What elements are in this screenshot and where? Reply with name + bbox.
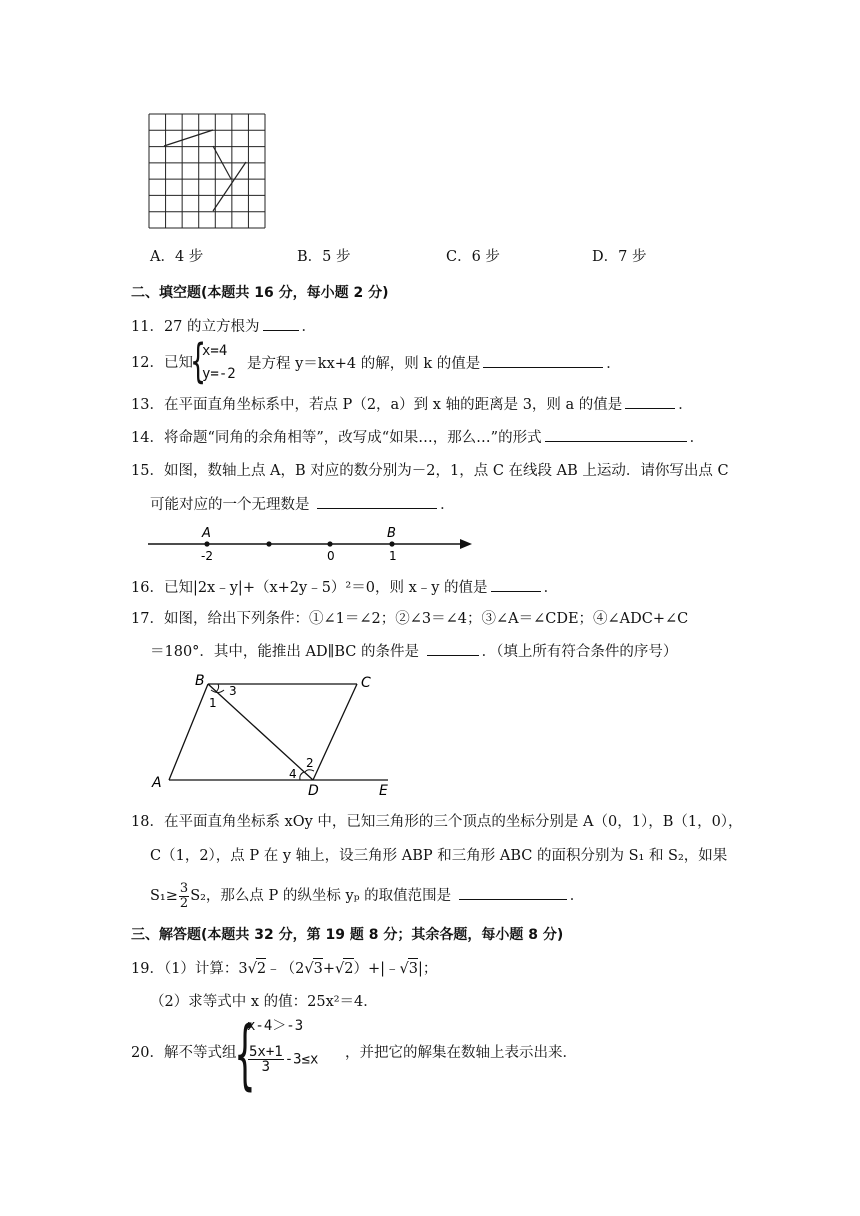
grid-figure [148,113,266,229]
angle-4-label: 4 [289,767,297,781]
q19-text: + [322,961,336,977]
q12-eq1: x=4 [202,343,228,359]
answer-blank [545,427,687,442]
q13-text: 13．在平面直角坐标系中，若点 P（2，a）到 x 轴的距离是 3，则 a 的值是 [131,397,623,413]
answer-blank [263,316,299,331]
section-2-title: 二、填空题(本题共 16 分，每小题 2 分) [131,285,389,301]
vertex-b-label: B [195,673,205,689]
fraction-3-2 [179,882,189,911]
answer-blank [625,394,675,409]
question-11 [131,316,316,337]
q12-text: 是方程 y＝kx+4 的解，则 k 的值是 [247,356,481,372]
fraction-5x1-3 [248,1045,284,1074]
q19-text: |； [418,961,438,977]
q12-end: ． [606,356,621,372]
radicand: 3 [313,958,323,979]
question-19-line2: （2）求等式中 x 的值：25x²＝4． [150,994,378,1010]
tick-label-neg2: -2 [201,549,213,563]
question-12 [247,353,621,374]
question-13 [131,394,693,415]
grid-segment-3 [213,162,246,211]
fraction-denominator: 2 [179,895,189,911]
section-3-title: 三、解答题(本题共 32 分，第 19 题 8 分；其余各题，每小题 8 分) [131,927,564,943]
question-17-line1: 17．如图，给出下列条件：①∠1＝∠2；②∠3＝∠4；③∠A＝∠CDE；④∠ADC+∠C [131,611,689,627]
option-c: C．6 步 [446,249,500,265]
q17-end: ．（填上所有符合条件的序号） [481,644,678,660]
q16-text: 16．已知|2x﹣y|+（x+2y﹣5）²＝0，则 x﹣y 的值是 [131,580,488,596]
q14-end: ． [689,430,705,446]
q20-ineq2 [247,1045,318,1074]
radicand: 2 [256,958,266,979]
fraction-numerator: 3 [179,880,189,896]
answer-blank [317,494,437,509]
question-18-line3 [150,878,584,914]
q20-number: 20．解不等式组 [131,1045,237,1061]
tick-label-1: 1 [389,549,397,563]
q18-text-pre: S₁≥ [150,888,178,904]
sqrt-icon: √ [335,961,345,977]
angle-3-label: 3 [229,684,237,698]
answer-blank [483,353,603,368]
vertex-a-label: A [152,775,162,791]
q12-number: 12．已知 [131,355,193,371]
parallelogram-figure [148,670,398,795]
option-d: D．7 步 [592,249,647,265]
sqrt-icon: √ [304,961,314,977]
question-16 [131,577,558,598]
brace-icon: { [190,334,207,388]
question-19-line1 [131,958,437,979]
q19-text: ﹣（2 [266,961,305,977]
q17-text: ＝180°．其中，能推出 AD∥BC 的条件是 [150,644,419,660]
q15-text: 可能对应的一个无理数是 [150,497,310,513]
q19-text: ）+|﹣ [353,961,400,977]
radicand: 2 [343,958,353,979]
fraction-numerator: 5x+1 [249,1044,283,1060]
q11-text: 11．27 的立方根为 [131,319,260,335]
q20-ineq2-tail: -3≤x [284,1051,319,1068]
question-15-line2 [150,494,455,515]
q11-end: ． [301,319,317,335]
q12-eq2: y=-2 [202,366,236,382]
angle-2-label: 2 [306,756,314,770]
q18-end: ． [569,888,585,904]
question-18-line1: 18．在平面直角坐标系 xOy 中，已知三角形的三个顶点的坐标分别是 A（0，1），B（1，0）， [131,814,743,830]
grid-segment-1 [164,130,213,146]
sqrt-icon: √ [247,961,257,977]
option-a: A．4 步 [150,249,204,265]
question-17-line2 [150,641,677,662]
q16-end: ． [543,580,559,596]
angle-1-label: 1 [209,696,217,710]
answer-blank [459,885,567,900]
question-18-line2: C（1，2），点 P 在 y 轴上，设三角形 ABP 和三角形 ABC 的面积分别为 S₁ 和 S₂，如果 [150,848,728,864]
q19-text: 19．（1）计算：3 [131,961,248,977]
arrow-right-icon [460,539,472,549]
number-line-figure [146,524,476,564]
brace-icon: { [234,1009,256,1098]
point-e-label: E [379,783,388,795]
radicand: 3 [408,958,418,979]
question-15-line1: 15．如图，数轴上点 A，B 对应的数分别为－2，1，点 C 在线段 AB 上运动．请你写出点 C [131,463,729,479]
point-a-label: A [202,526,211,541]
q13-end: ． [678,397,693,413]
vertex-d-label: D [308,783,319,795]
vertex-c-label: C [361,675,371,691]
answer-blank [427,641,479,656]
fraction-denominator: 3 [261,1059,271,1075]
q20-ineq1: x-4＞-3 [247,1018,304,1034]
tick-label-0: 0 [327,549,335,563]
q15-end: ． [440,497,455,513]
question-20: ，并把它的解集在数轴上表示出来． [345,1045,577,1061]
sqrt-icon: √ [399,961,409,977]
q18-text-mid: S₂，那么点 P 的纵坐标 yₚ 的取值范围是 [190,888,452,904]
answer-blank [491,577,541,592]
q14-text: 14．将命题“同角的余角相等”，改写成“如果…，那么…”的形式 [131,430,542,446]
point-b-label: B [387,526,396,541]
option-b: B．5 步 [297,249,351,265]
question-14 [131,427,704,448]
